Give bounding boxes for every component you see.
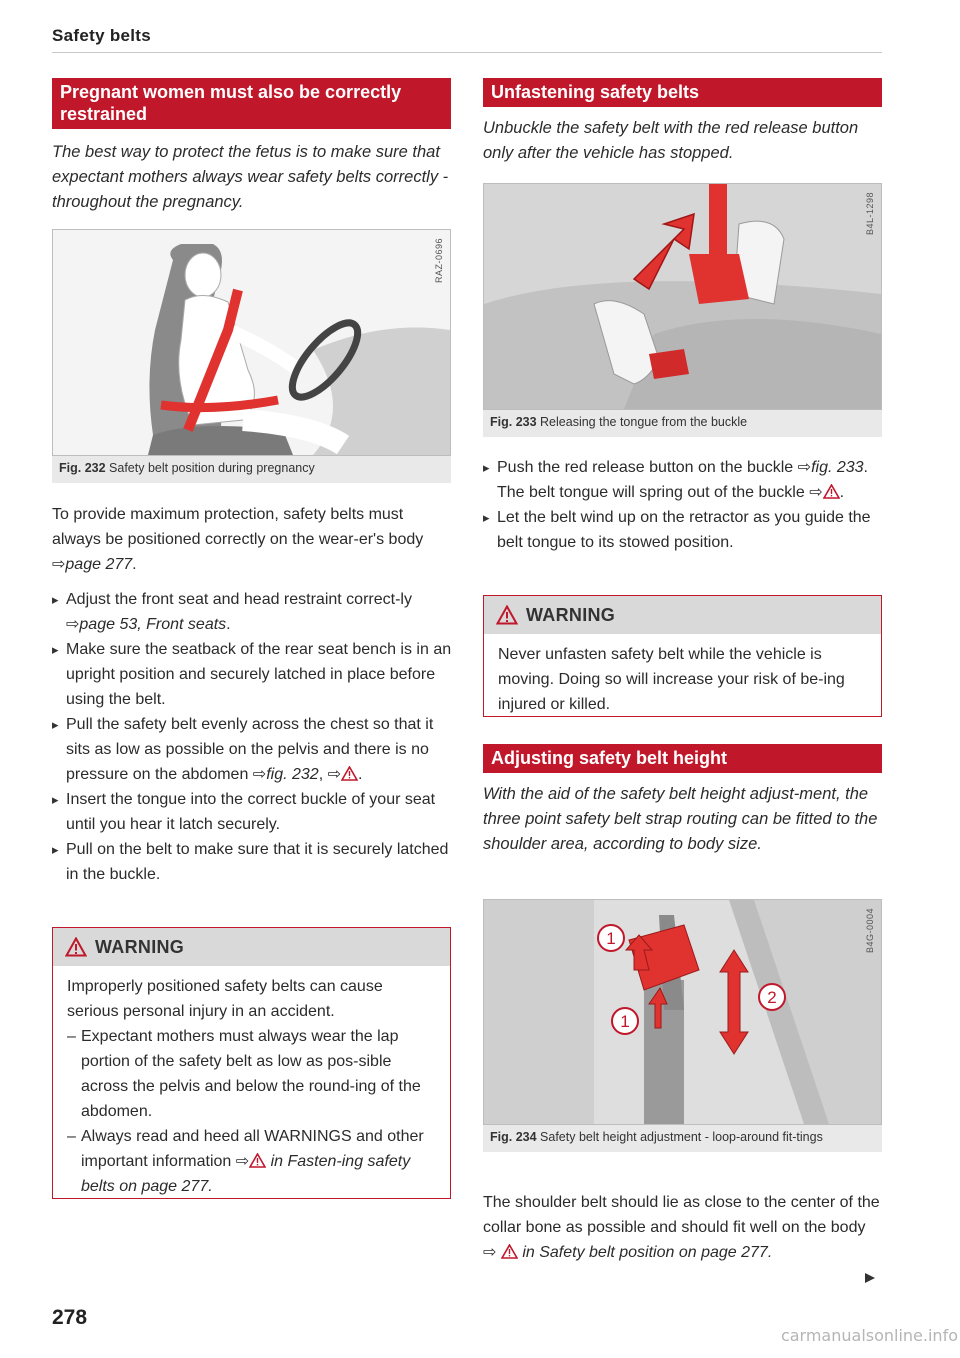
intro-adjusting: With the aid of the safety belt height adjust-ment, the three point safety belt strap routing can be fitted to the shoulder area, according to body size. [483, 785, 878, 853]
paragraph-text: The shoulder belt should lie as close to the center of the collar bone as possible and should fit well on the body [483, 1194, 880, 1236]
arrow-icon: ⇨ [327, 766, 341, 783]
step-text: Push the red release button on the buckle [497, 459, 794, 476]
figure-caption-text: Safety belt position during pregnancy [109, 461, 315, 475]
figure-code: B4L-1298 [865, 192, 875, 236]
callout-1-top: 1 [606, 929, 616, 948]
step-text: Let the belt wind up on the retractor as you guide the belt tongue to its stowed position. [497, 509, 871, 551]
page-reference-link[interactable]: in Safety belt position on page 277. [522, 1244, 773, 1261]
figure-234 [483, 899, 882, 1125]
warning-list [67, 1024, 436, 1199]
figure-caption-text: Releasing the tongue from the buckle [540, 415, 748, 429]
step-text: Make sure the seatback of the rear seat bench is in an upright position and securely latched in place before using the belt. [66, 641, 452, 708]
warning-triangle-icon[interactable] [341, 766, 358, 781]
warning-triangle-icon[interactable] [823, 484, 840, 499]
arrow-icon: ⇨ [235, 1153, 250, 1170]
step-text: Insert the tongue into the correct buckle of your seat until you hear it latch securely. [66, 791, 436, 833]
continue-arrow-icon [864, 1272, 876, 1284]
step-text: Adjust the front seat and head restraint correct-ly [66, 591, 412, 608]
warning-body [53, 966, 450, 1207]
callout-2: 2 [767, 988, 777, 1007]
page-reference-link[interactable]: page 277 [65, 556, 133, 573]
arrow-icon: ⇨ [252, 766, 267, 783]
figure-232-caption [52, 456, 451, 483]
arrow-icon: ⇨ [797, 459, 812, 476]
paragraph-text: To provide maximum protection, safety belts must always be positioned correctly on the wear-er's body [52, 506, 424, 548]
figure-233 [483, 183, 882, 410]
warning-item-text: Always read and heed all WARNINGS and other important information [81, 1128, 424, 1170]
warning-triangle-icon [501, 1244, 518, 1259]
warning-box-unfasten [483, 595, 882, 717]
step-text: Pull on the belt to make sure that it is securely latched in the buckle. [66, 841, 449, 883]
figure-233-caption [483, 410, 882, 437]
heading-unfastening: Unfastening safety belts [483, 78, 882, 107]
warning-item [67, 1124, 436, 1199]
figure-number: Fig. 232 [59, 461, 106, 475]
paragraph-protection [52, 502, 452, 577]
arrow-icon: ⇨ [66, 616, 80, 633]
heading-adjusting-height: Adjusting safety belt height [483, 744, 882, 773]
paragraph-tail: . [132, 556, 137, 573]
figure-code: B4G-0004 [865, 908, 875, 954]
arrow-icon: ⇨ [483, 1244, 497, 1261]
section-title: Safety belts [52, 26, 152, 45]
page-reference-link[interactable]: in Fasten-ing safety belts on page 277. [81, 1153, 411, 1195]
buckle-release-illustration [484, 184, 881, 409]
warning-box-pregnancy [52, 927, 451, 1199]
step-item [52, 787, 455, 837]
step-tail: . The belt tongue will spring out of the buckle [497, 459, 868, 501]
figure-232 [52, 229, 451, 456]
heading-pregnant-women: Pregnant women must also be correctly restrained [52, 78, 451, 129]
step-tail: . [226, 616, 231, 633]
figure-number: Fig. 234 [490, 1130, 537, 1144]
figure-reference-link[interactable]: fig. 233 [811, 459, 864, 476]
steps-list-left [52, 587, 455, 887]
figure-code: RAZ-0696 [434, 238, 444, 284]
step-item: ▸ Pull the safety belt evenly across the chest so that it sits as low as possible on the pelvis and there is no pressure on the abdomen ⇨fig. 232, ⇨ . [52, 712, 455, 787]
paragraph-shoulder-belt [483, 1190, 883, 1265]
warning-triangle-icon [249, 1153, 266, 1168]
step-item [52, 587, 455, 637]
step-item [52, 837, 455, 887]
warning-header [53, 928, 450, 966]
intro-unfastening: Unbuckle the safety belt with the red release button only after the vehicle has stopped. [483, 119, 859, 162]
intro-pregnant: The best way to protect the fetus is to make sure that expectant mothers always wear safety belts correctly - throughout the pregnancy. [52, 143, 449, 211]
figure-reference-link[interactable]: fig. 232 [266, 766, 319, 783]
steps-list-right [483, 455, 878, 555]
callout-1-bottom: 1 [620, 1012, 630, 1031]
step-text: Pull the safety belt evenly across the chest so that it sits as low as possible on the pelvis and there is no pressure on the abdomen [66, 716, 434, 783]
pregnant-driver-illustration [53, 230, 450, 455]
page-reference-link[interactable]: page 53, Front seats [79, 616, 227, 633]
warning-title: WARNING [95, 936, 185, 957]
figure-number: Fig. 233 [490, 415, 537, 429]
warning-triangle-icon [496, 605, 518, 625]
warning-triangle-icon [65, 937, 87, 957]
arrow-icon: ⇨ [809, 484, 823, 501]
page-number: 278 [52, 1306, 88, 1329]
warning-item: – Expectant mothers must always wear the lap portion of the safety belt as low as pos-sible across the pelvis and below the round-ing of the abdomen. [67, 1024, 436, 1124]
warning-header [484, 596, 881, 634]
figure-caption-text: Safety belt height adjustment - loop-around fit-tings [540, 1130, 823, 1144]
belt-height-adjuster-illustration [484, 900, 881, 1124]
arrow-icon: ⇨ [52, 556, 66, 573]
warning-body: Never unfasten safety belt while the vehicle is moving. Doing so will increase your risk of be-ing injured or killed. [498, 646, 845, 713]
figure-234-caption [483, 1125, 882, 1152]
step-item: ▸ Push the red release button on the buckle ⇨fig. 233. The belt tongue will spring out of the buckle ⇨ . [483, 455, 878, 505]
header-divider [52, 52, 882, 53]
step-item [52, 637, 455, 712]
watermark: carmanualsonline.info [780, 1326, 958, 1345]
warning-title: WARNING [526, 604, 616, 625]
step-tail: , [318, 766, 324, 783]
step-item [483, 505, 878, 555]
warning-intro: Improperly positioned safety belts can cause serious personal injury in an accident. [67, 978, 383, 1020]
